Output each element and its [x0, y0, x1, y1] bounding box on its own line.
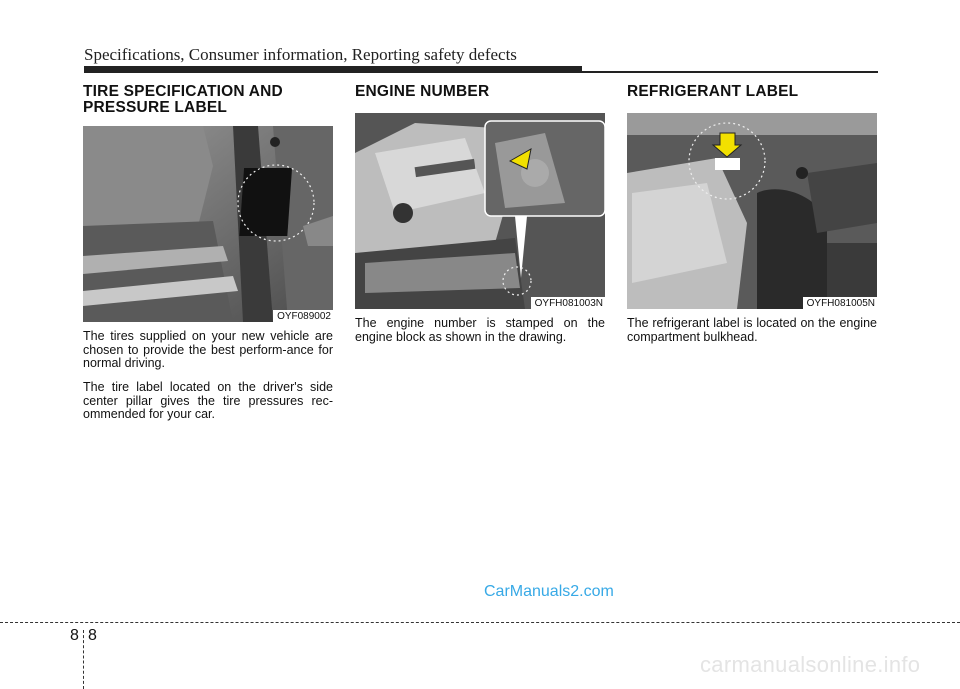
- footer-divider: [0, 622, 960, 623]
- header-title: Specifications, Consumer information, Reporting safety defects: [84, 45, 517, 64]
- header-rule: [582, 71, 878, 73]
- image-code: OYFH081003N: [531, 297, 605, 309]
- image-code: OYFH081005N: [803, 297, 877, 309]
- footer-vertical-divider: [83, 630, 84, 689]
- section-tire-label: [83, 84, 334, 116]
- section-refrigerant-label: [627, 84, 878, 100]
- section-engine-number: [355, 84, 606, 100]
- paragraph: The tires supplied on your new vehicle are chosen to provide the best perform-ance for normal driving.: [83, 329, 333, 370]
- footer-site[interactable]: carmanualsonline.info: [700, 652, 921, 677]
- section-title: REFRIGERANT LABEL: [627, 83, 799, 100]
- paragraph: The engine number is stamped on the engine block as shown in the drawing.: [355, 316, 605, 344]
- section-title: ENGINE NUMBER: [355, 83, 490, 100]
- engine-number-photo: [355, 113, 605, 309]
- watermark[interactable]: CarManuals2.com: [484, 583, 614, 600]
- page-number-chapter: 8: [70, 627, 79, 644]
- tire-label-photo: [83, 126, 333, 322]
- refrigerant-label-photo: [627, 113, 877, 309]
- paragraph: The refrigerant label is located on the engine compartment bulkhead.: [627, 316, 877, 344]
- image-code: OYF089002: [273, 310, 333, 322]
- paragraph: The tire label located on the driver's side center pillar gives the tire pressures rec-ommended for your car.: [83, 380, 333, 421]
- section-title: TIRE SPECIFICATION AND PRESSURE LABEL: [83, 83, 283, 116]
- header-bar: [84, 66, 582, 73]
- page-number: 8: [88, 627, 97, 644]
